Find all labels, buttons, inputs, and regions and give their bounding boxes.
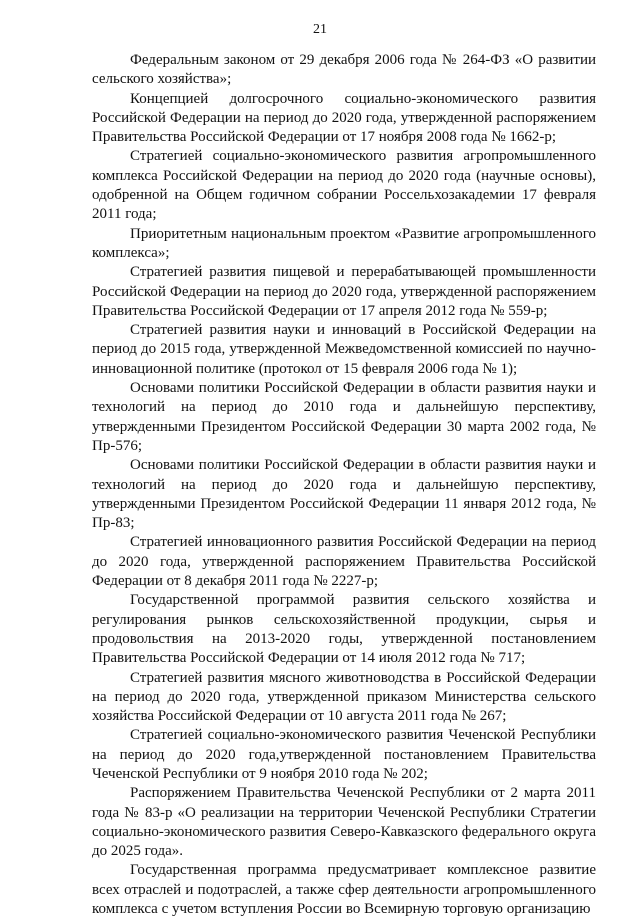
paragraph-science-policy-2020: Основами политики Российской Федерации в области развития науки и технологий на период до 2020 года и дальнейшую перспективу, утвержденными Президентом Российской Федерации 11 января 2012 года, № Пр-83;	[92, 457, 596, 532]
paragraph-program-summary: Государственная программа предусматривает комплексное развитие всех отраслей и подотраслей, а также сфер деятельности агропромышленного комплекса с учетом вступления России во Всемирную торговую организацию	[92, 862, 596, 918]
document-body	[92, 51, 596, 919]
paragraph-chechen-strategy: Стратегией социально-экономического развития Чеченской Республики на период до 2020 года,утвержденной постановлением Правительства Чеченской Республики от 9 ноября 2010 года № 202;	[92, 727, 596, 782]
paragraph-agro-strategy: Стратегией социально-экономического развития агропромышленного комплекса Российской Федерации на период до 2020 года (научные основы), одобренной на Общем годичном собрании Россельхозакадемии 17 февраля 2011 года;	[92, 148, 596, 223]
paragraph-chechen-order: Распоряжением Правительства Чеченской Республики от 2 марта 2011 года № 83-р «О реализации на территории Чеченской Республики Стратегии социально-экономического развития Северо-Кавказского федерального округа до 2025 года».	[92, 785, 596, 860]
paragraph-food-industry-strategy: Стратегией развития пищевой и перерабатывающей промышленности Российской Федерации на период до 2020 года, утвержденной распоряжением Правительства Российской Федерации от 17 апреля 2012 года № 559-р;	[92, 264, 596, 319]
paragraph-innovation-strategy: Стратегией инновационного развития Российской Федерации на период до 2020 года, утвержденной распоряжением Правительства Российской Федерации от 8 декабря 2011 года № 2227-р;	[92, 534, 596, 590]
paragraph-science-policy-2010: Основами политики Российской Федерации в области развития науки и технологий на период до 2010 года и дальнейшую перспективу, утвержденными Президентом Российской Федерации 30 марта 2002 года, № Пр-576;	[92, 380, 596, 454]
page-number: 21	[313, 22, 327, 37]
paragraph-state-program: Государственной программой развития сельского хозяйства и регулирования рынков сельскохозяйственной продукции, сырья и продовольствия на 2013-2020 годы, утвержденной постановлением Правительства Российской Федерации от 14 июля 2012 года № 717;	[92, 592, 596, 667]
paragraph-national-project: Приоритетным национальным проектом «Развитие агропромышленного комплекса»;	[92, 225, 596, 261]
paragraph-science-innovation-strategy: Стратегией развития науки и инноваций в Российской Федерации на период до 2015 года, утвержденной Межведомственной комиссией по научно-инновационной политике (протокол от 15 февраля 2006 года № 1);	[92, 322, 596, 377]
paragraph-meat-livestock-strategy: Стратегией развития мясного животноводства в Российской Федерации на период до 2020 года, утвержденной приказом Министерства сельского хозяйства Российской Федерации от 10 августа 2011 года № 267;	[92, 669, 596, 725]
paragraph-long-term-concept: Концепцией долгосрочного социально-экономического развития Российской Федерации на период до 2020 года, утвержденной распоряжением Правительства Российской Федерации от 17 ноября 2008 года № 1662-р;	[92, 90, 596, 146]
paragraph-federal-law: Федеральным законом от 29 декабря 2006 года № 264-ФЗ «О развитии сельского хозяйства»;	[92, 52, 596, 88]
